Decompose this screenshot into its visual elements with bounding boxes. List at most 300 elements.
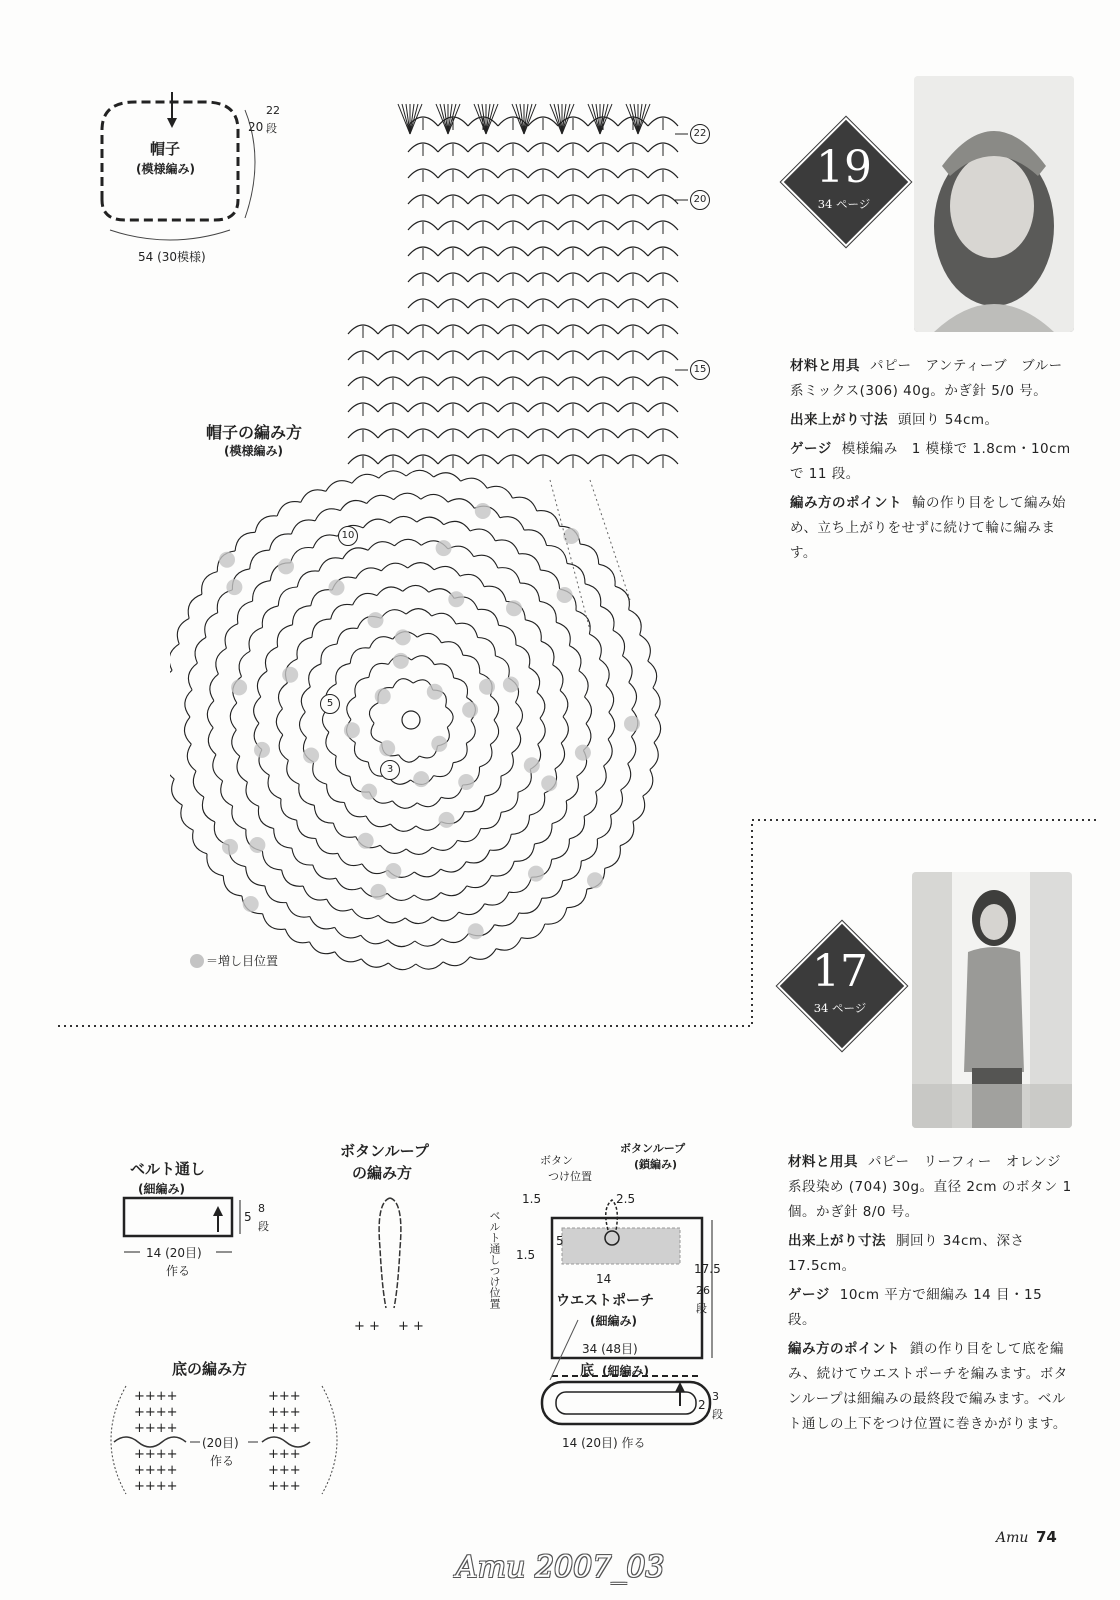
round-chain-arc: [202, 572, 218, 595]
round-chain-arc: [432, 840, 457, 850]
pouch-bottom-sub: (細編み): [602, 1364, 649, 1378]
svg-text:+ +: + +: [354, 1319, 380, 1334]
pouch-loop-label: ボタンループ: [620, 1142, 686, 1155]
round-marker-3: 3: [380, 760, 400, 780]
round-chain-arc: [313, 865, 336, 879]
round-chain-arc: [485, 892, 509, 905]
p17-gauge-text: 10cm 平方で細編み 14 目・15 段。: [788, 1287, 1043, 1328]
round-chain-arc: [344, 803, 366, 817]
fan-stitch: [524, 104, 532, 134]
round-chain-arc: [500, 517, 524, 530]
round-chain-arc: [465, 796, 485, 812]
round-chain-arc: [297, 571, 319, 587]
round-chain-arc: [276, 709, 282, 735]
pouch-rows-suffix: 段: [696, 1302, 707, 1315]
round-chain-arc: [537, 692, 545, 718]
round-chain-arc: [406, 847, 432, 854]
round-chain-arc: [648, 661, 657, 688]
round-chain-arc: [443, 957, 470, 966]
project-19-number: 19: [816, 142, 872, 193]
round-chain-arc: [232, 730, 240, 757]
svg-text:++++: ++++: [134, 1447, 178, 1462]
round-chain-arc: [560, 690, 568, 716]
pouch-width: 34 (48目): [582, 1342, 638, 1356]
hat-height-label: 20: [248, 120, 264, 134]
belt-loop-make: 作る: [166, 1264, 191, 1278]
round-chain-arc: [530, 793, 545, 815]
round-chain-arc: [210, 674, 219, 701]
p19-size-label: 出来上がり寸法: [790, 412, 888, 428]
round-chain-arc: [286, 903, 309, 918]
round-chain-arc: [279, 735, 288, 761]
round-chain-arc: [370, 637, 393, 648]
hat-chart-title: 帽子の編み方: [206, 423, 303, 442]
round-chain-arc: [411, 656, 434, 665]
round-marker-5: 5: [320, 694, 340, 714]
round-chain-arc: [579, 671, 588, 697]
svg-text:+++: +++: [268, 1463, 301, 1478]
button-loop-chain: [330, 1138, 470, 1338]
pouch-bottom-rows: 3: [712, 1390, 719, 1403]
round-chain-arc: [434, 664, 453, 678]
round-chain-arc: [629, 682, 637, 709]
round-chain-arc: [377, 587, 403, 596]
waist-pouch-schematic: [488, 1142, 740, 1470]
bottom-chart: [86, 1350, 366, 1520]
round-chain-arc: [336, 756, 351, 777]
increase-marker: [413, 771, 429, 787]
hat-rows-suffix: 段: [266, 122, 277, 135]
round-chain-arc: [293, 606, 311, 625]
round-chain-arc: [535, 824, 553, 844]
p17-size-text: 胴回り 34cm、深さ 17.5cm。: [788, 1233, 1025, 1274]
round-chain-arc: [292, 848, 313, 865]
svg-text:++++: ++++: [134, 1479, 178, 1494]
round-chain-arc: [208, 728, 216, 755]
increase-marker: [468, 923, 484, 939]
round-chain-arc: [501, 753, 513, 776]
round-chain-arc: [406, 470, 433, 477]
round-chain-arc: [461, 478, 488, 488]
round-chain-arc: [434, 763, 454, 777]
round-chain-arc: [403, 585, 429, 592]
round-chain-arc: [172, 779, 183, 805]
round-chain-arc: [299, 784, 315, 805]
round-chain-arc: [230, 703, 237, 730]
svg-text:+++: +++: [268, 1389, 301, 1404]
increase-marker: [395, 629, 411, 645]
round-chain-arc: [406, 609, 432, 616]
round-chain-arc: [478, 609, 499, 625]
round-chain-arc: [519, 898, 542, 913]
round-chain-arc: [481, 812, 501, 828]
svg-text:++++: ++++: [134, 1405, 178, 1420]
round-chain-arc: [569, 646, 581, 671]
round-chain-arc: [268, 775, 281, 799]
pouch-button-pos2: つけ位置: [548, 1170, 592, 1183]
round-chain-arc: [270, 534, 292, 550]
round-chain-arc: [441, 886, 467, 896]
round-chain-arc: [314, 805, 333, 823]
round-chain-arc: [567, 563, 585, 583]
pouch-model-illustration: [912, 872, 1072, 1128]
pouch-title: ウエストポーチ: [556, 1293, 654, 1309]
round-chain-arc: [596, 766, 607, 792]
p17-point-text: 鎖の作り目をして底を編み、続けてウエストポーチを編みます。ボタンループは細編みの最終段で編みます。ベルト通しの上下をつけ位置に巻きかがります。: [788, 1341, 1068, 1432]
svg-text:++++: ++++: [134, 1389, 178, 1404]
round-chain-arc: [498, 568, 520, 583]
pouch-bottom-h: 2: [698, 1398, 706, 1412]
p19-point-label: 編み方のポイント: [790, 495, 902, 511]
round-chain-arc: [313, 535, 337, 548]
page-number: 74: [1036, 1528, 1057, 1546]
round-chain-arc: [327, 784, 345, 802]
round-chain-arc: [216, 648, 227, 674]
round-chain-arc: [654, 715, 661, 742]
round-chain-arc: [519, 554, 541, 570]
pouch-dim-15a: 1.5: [522, 1192, 542, 1206]
round-chain-arc: [338, 853, 362, 865]
round-chain-arc: [480, 745, 492, 767]
increase-marker: [624, 716, 640, 732]
round-chain-arc: [434, 473, 461, 481]
round-chain-arc: [291, 520, 315, 534]
svg-text:+ +: + +: [398, 1319, 424, 1334]
round-chain-arc: [291, 547, 314, 562]
fan-stitch: [486, 104, 494, 134]
fan-stitch: [516, 104, 524, 134]
round-chain-arc: [331, 604, 353, 619]
round-chain-arc: [278, 587, 297, 606]
round-chain-arc: [457, 829, 480, 842]
pouch-dim-5: 5: [556, 1234, 564, 1248]
round-chain-arc: [333, 823, 355, 837]
round-chain-arc: [327, 899, 352, 911]
increase-marker: [385, 863, 401, 879]
round-chain-arc: [414, 869, 440, 877]
increase-marker: [528, 866, 544, 882]
belt-loop-shape: [110, 1150, 310, 1280]
round-chain-arc: [640, 635, 651, 661]
round-chain-arc: [540, 601, 557, 622]
round-chain-arc: [301, 490, 326, 502]
pouch-bottom-width: 14 (20目) 作る: [562, 1436, 646, 1450]
round-chain-arc: [297, 820, 316, 838]
round-chain-arc: [516, 702, 523, 728]
p19-point-text: 輪の作り目をして編み始め、立ち上がりをせずに続けて輪に編みます。: [790, 495, 1066, 561]
round-chain-arc: [352, 474, 379, 483]
round-chain-arc: [621, 764, 631, 790]
round-chain-arc: [485, 776, 501, 796]
increase-marker: [303, 748, 319, 764]
round-chain-arc: [495, 656, 509, 678]
button-loop-title2: の編み方: [352, 1164, 413, 1182]
increase-marker: [370, 884, 386, 900]
increase-marker: [541, 775, 557, 791]
round-chain-arc: [650, 743, 658, 770]
fan-stitch: [562, 104, 570, 134]
round-chain-arc: [490, 834, 511, 850]
fan-stitch: [630, 104, 638, 134]
round-chain-arc: [580, 544, 599, 564]
round-chain-arc: [379, 471, 406, 478]
svg-text:++++: ++++: [134, 1421, 178, 1436]
round-chain-arc: [381, 610, 406, 619]
round-chain-arc: [301, 687, 310, 712]
round-chain-arc: [491, 861, 514, 876]
round-chain-arc: [521, 924, 545, 938]
round-chain-arc: [463, 655, 480, 673]
round-chain-arc: [362, 864, 388, 874]
round-chain-arc: [354, 743, 368, 763]
project-19-badge: [782, 118, 906, 242]
round-chain-arc: [628, 737, 636, 764]
round-chain-arc: [221, 781, 233, 806]
round-chain-arc: [620, 822, 634, 846]
round-chain-arc: [597, 815, 611, 839]
round-chain-arc: [193, 830, 207, 854]
round-chain-arc: [225, 624, 238, 649]
increase-marker: [524, 757, 540, 773]
round-chain-arc: [474, 555, 498, 568]
increase-marker: [329, 580, 345, 596]
increase-marker: [226, 579, 242, 595]
round-chain-arc: [223, 876, 242, 896]
round-chain-arc: [541, 641, 554, 665]
round-chain-arc: [512, 728, 521, 753]
project-19-photo: [914, 76, 1074, 332]
round-chain-arc: [496, 938, 521, 950]
round-chain-arc: [299, 712, 306, 738]
round-chain-arc: [563, 861, 582, 881]
round-chain-arc: [239, 651, 250, 676]
project-19-specs: [790, 354, 1072, 570]
round-chain-arc: [207, 854, 223, 876]
increase-marker: [479, 679, 495, 695]
round-chain-arc: [205, 613, 218, 638]
round-chain-arc: [254, 697, 261, 723]
round-chain-arc: [287, 760, 299, 784]
fan-stitch: [600, 104, 608, 134]
round-chain-arc: [277, 625, 292, 647]
round-chain-arc: [350, 648, 369, 664]
round-chain-arc: [415, 939, 442, 946]
round-chain-arc: [326, 732, 336, 756]
round-chain-arc: [547, 545, 567, 563]
round-chain-arc: [605, 846, 621, 869]
increase-marker: [462, 702, 478, 718]
round-chain-arc: [566, 776, 578, 801]
round-chain-arc: [509, 877, 532, 892]
round-chain-arc: [326, 481, 352, 492]
watermark: Amu 2007_03: [456, 1550, 665, 1585]
round-chain-arc: [356, 568, 382, 578]
round-chain-arc: [282, 870, 304, 886]
pouch-bottom-suffix: 段: [712, 1408, 723, 1421]
round-chain-arc: [467, 875, 492, 887]
pouch-subtitle: (細編み): [590, 1314, 637, 1328]
fan-stitch: [402, 104, 410, 134]
pouch-button-pos1: ボタン: [540, 1154, 573, 1167]
round-chain-arc: [177, 619, 189, 644]
round-chain-arc: [265, 647, 277, 671]
round-chain-arc: [416, 822, 441, 831]
round-chain-arc: [343, 548, 368, 559]
round-chain-arc: [353, 593, 377, 605]
round-chain-arc: [335, 927, 361, 937]
round-chain-arc: [453, 743, 467, 762]
increase-marker: [368, 612, 384, 628]
round-chain-arc: [540, 570, 559, 589]
round-chain-arc: [408, 563, 434, 570]
bottom-chart-stitch-count: (20目): [202, 1436, 239, 1450]
increase-marker: [458, 774, 474, 790]
increase-marker: [503, 677, 519, 693]
round-chain-arc: [470, 529, 495, 541]
belt-loop-rows: 8: [258, 1202, 265, 1215]
round-chain-arc: [187, 744, 196, 771]
round-chain-arc: [278, 683, 287, 709]
round-chain-arc: [576, 611, 590, 635]
pouch-dim-14: 14: [596, 1272, 612, 1286]
round-chain-arc: [262, 606, 278, 628]
round-chain-arc: [321, 644, 337, 664]
belt-loop-width: 14 (20目): [146, 1246, 202, 1260]
round-chain-arc: [250, 550, 270, 569]
pouch-bottom-title: 底: [580, 1363, 594, 1379]
round-chain-arc: [368, 542, 394, 551]
round-chain-arc: [516, 645, 530, 668]
round-chain-arc: [363, 519, 390, 528]
round-chain-arc: [262, 851, 281, 870]
round-marker-10: 10: [338, 526, 358, 546]
increase-marker: [431, 736, 447, 752]
round-chain-arc: [337, 628, 357, 644]
round-chain-arc: [525, 620, 541, 641]
increase-marker: [361, 784, 377, 800]
round-chain-arc: [237, 601, 252, 624]
round-chain-arc: [446, 707, 454, 728]
round-chain-arc: [552, 801, 567, 824]
bottom-chart-make: 作る: [210, 1454, 235, 1468]
round-chain-arc: [553, 665, 563, 691]
round-chain-arc: [336, 878, 361, 890]
increase-marker: [282, 667, 298, 683]
round-chain-arc: [388, 963, 415, 970]
round-chain-arc: [434, 566, 460, 576]
round-chain-arc: [629, 610, 641, 635]
fan-stitch: [478, 104, 486, 134]
round-chain-arc: [366, 816, 390, 827]
round-chain-arc: [490, 696, 498, 720]
round-chain-arc: [387, 893, 414, 900]
round-chain-arc: [484, 586, 506, 601]
round-chain-arc: [297, 637, 312, 659]
round-chain-arc: [459, 904, 485, 915]
belt-loop-height: 5: [244, 1210, 252, 1224]
round-chain-arc: [315, 509, 340, 521]
round-chain-arc: [319, 558, 343, 571]
increase-marker: [278, 558, 294, 574]
hat-chart-subtitle: (模様編み): [224, 444, 283, 458]
svg-text:+++: +++: [268, 1421, 301, 1436]
round-chain-arc: [589, 634, 601, 659]
increase-marker: [587, 872, 603, 888]
increase-marker: [243, 896, 259, 912]
round-chain-arc: [390, 516, 417, 523]
svg-text:+++: +++: [268, 1479, 301, 1494]
round-chain-arc: [316, 839, 338, 854]
round-chain-arc: [246, 782, 259, 806]
increase-marker: [393, 653, 409, 669]
round-chain-arc: [352, 909, 378, 919]
increase-marker: [575, 745, 591, 761]
round-chain-arc: [303, 886, 327, 900]
button-loop-diagram: [330, 1138, 470, 1338]
round-chain-arc: [460, 574, 484, 586]
round-chain-arc: [585, 584, 601, 606]
round-chain-arc: [390, 824, 416, 831]
pouch-height: 17.5: [694, 1262, 721, 1276]
round-chain-arc: [611, 790, 623, 815]
round-chain-arc: [340, 501, 366, 511]
magic-ring: [402, 711, 420, 729]
fan-stitch: [448, 104, 456, 134]
round-chain-arc: [561, 717, 568, 743]
increase-marker: [475, 503, 491, 519]
round-chain-arc: [355, 677, 369, 696]
increase-marker: [436, 540, 452, 556]
round-chain-arc: [263, 914, 286, 930]
project-17-badge: [778, 922, 902, 1046]
round-chain-arc: [185, 690, 192, 717]
round-chain-arc: [378, 915, 405, 923]
round-chain-arc: [633, 796, 645, 821]
increase-marker: [254, 742, 270, 758]
round-chain-arc: [369, 703, 378, 724]
round-chain-arc: [335, 952, 362, 962]
round-chain-arc: [188, 663, 197, 690]
pouch-belt-label: ベルト通しつけ位置: [488, 1210, 501, 1309]
project-19-page-ref: 34 ページ: [817, 197, 871, 211]
round-chain-arc: [417, 797, 441, 806]
increase-marker: [249, 837, 265, 853]
guide-line: [550, 480, 590, 630]
round-chain-arc: [202, 797, 215, 822]
round-chain-arc: [395, 539, 422, 546]
round-chain-arc: [441, 785, 462, 798]
round-chain-arc: [313, 762, 327, 784]
pouch-dim-25: 2.5: [616, 1192, 636, 1206]
round-chain-arc: [285, 929, 309, 943]
round-chain-arc: [478, 638, 496, 656]
p19-size-text: 頭回り 54cm。: [898, 412, 999, 428]
increase-marker: [379, 740, 395, 756]
increase-marker: [231, 679, 247, 695]
round-chain-arc: [258, 806, 273, 828]
pouch-dim-15b: 1.5: [516, 1248, 536, 1262]
p19-gauge-label: ゲージ: [790, 441, 832, 457]
increase-marker: [557, 587, 573, 603]
round-chain-arc: [555, 743, 565, 769]
round-chain-arc: [529, 668, 540, 693]
fan-stitch: [554, 104, 562, 134]
round-chain-arc: [367, 495, 394, 503]
round-chain-arc: [255, 516, 277, 532]
round-chain-arc: [604, 739, 613, 766]
increase-marker: [563, 528, 579, 544]
increase-marker: [222, 839, 238, 855]
